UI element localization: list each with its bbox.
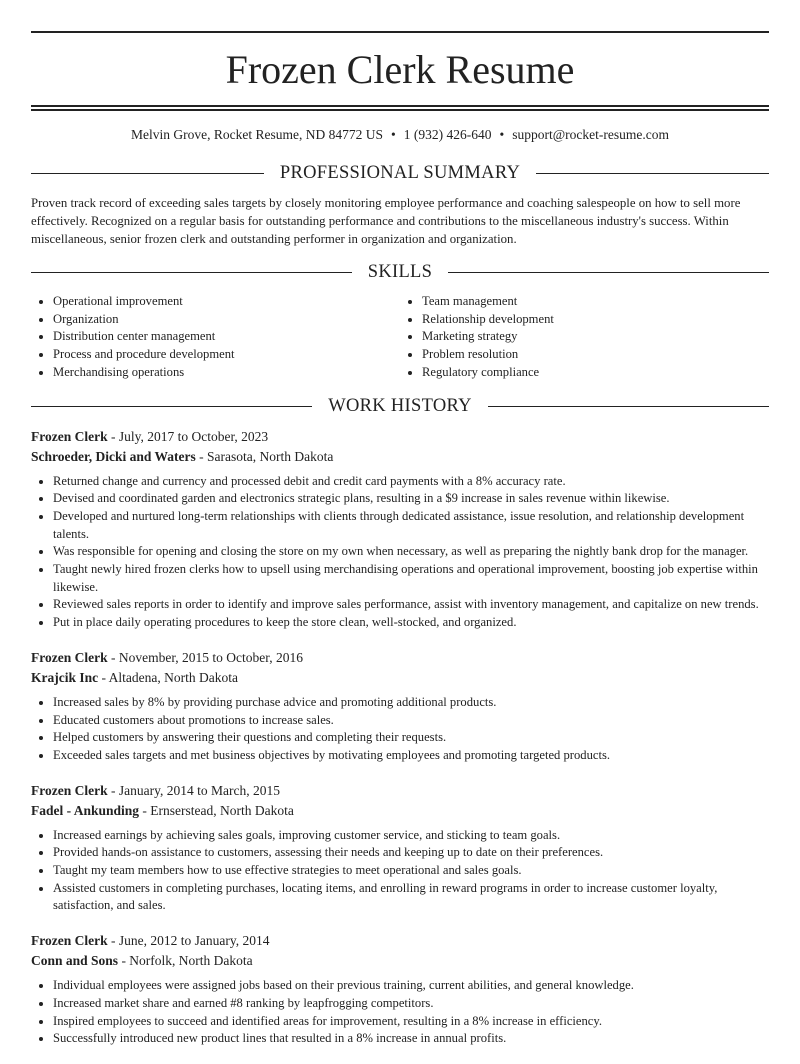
- job-entry: [31, 648, 769, 765]
- job-dates: - June, 2012 to January, 2014: [107, 933, 270, 949]
- job-bullets: [31, 977, 769, 1048]
- separator: •: [499, 127, 505, 142]
- list-item: • Helped customers by answering their questions and completing their requests.: [53, 729, 769, 747]
- job-entry: [31, 427, 769, 632]
- job-location: - Norfolk, North Dakota: [118, 953, 253, 969]
- job-company-line: [31, 668, 769, 688]
- list-item: • Developed and nurtured long-term relationships with clients through dedicated assistance, issue resolution, and relationship development talents.: [53, 508, 769, 543]
- job-dates: - November, 2015 to October, 2016: [107, 649, 303, 665]
- list-item: • Relationship development: [422, 311, 769, 329]
- skills-column-left: [31, 293, 400, 382]
- list-item: • Merchandising operations: [53, 364, 400, 382]
- section-heading-skills: [31, 262, 769, 283]
- list-item: • Team management: [422, 293, 769, 311]
- list-item: • Put in place daily operating procedures to keep the store clean, well-stocked, and organized.: [53, 614, 769, 632]
- separator: •: [391, 127, 396, 142]
- job-bullets: [31, 473, 769, 632]
- list-item: • Problem resolution: [422, 346, 769, 364]
- job-title: Frozen Clerk: [31, 428, 108, 444]
- list-item: • Organization: [53, 311, 400, 329]
- double-rule: [31, 105, 769, 111]
- job-title: Frozen Clerk: [31, 649, 108, 665]
- company-name: Fadel - Ankunding: [31, 802, 140, 818]
- list-item: • Operational improvement: [53, 293, 400, 311]
- job-company-line: [31, 951, 769, 971]
- list-item: • Regulatory compliance: [422, 364, 769, 382]
- job-location: - Altadena, North Dakota: [98, 669, 238, 685]
- list-item: • Distribution center management: [53, 328, 400, 346]
- job-title: Frozen Clerk: [31, 933, 108, 949]
- section-heading-summary: [31, 163, 769, 184]
- list-item: • Marketing strategy: [422, 328, 769, 346]
- list-item: • Was responsible for opening and closing the store on my own when necessary, as well as preparing the nightly bank drop for the manager.: [53, 543, 769, 561]
- list-item: • Provided hands-on assistance to customers, assessing their needs and keeping up to date on their preferences.: [53, 844, 769, 862]
- skills-column-right: [400, 293, 769, 382]
- section-title: PROFESSIONAL SUMMARY: [279, 163, 521, 183]
- list-item: • Taught my team members how to use effective strategies to meet operational and sales goals.: [53, 862, 769, 880]
- list-item: • Individual employees were assigned jobs based on their previous training, current abilities, and general knowledge.: [53, 977, 769, 995]
- company-name: Conn and Sons: [31, 953, 119, 969]
- job-dates: - January, 2014 to March, 2015: [107, 782, 280, 798]
- job-dates: - July, 2017 to October, 2023: [107, 428, 269, 444]
- list-item: • Taught newly hired frozen clerks how to upsell using merchandising operations and operational improvement, boosting job expertise within likewise.: [53, 561, 769, 596]
- phone: 1 (932) 426-640: [403, 127, 492, 142]
- section-title: SKILLS: [367, 262, 433, 282]
- job-entry: [31, 781, 769, 916]
- list-item: • Assisted customers in completing purchases, locating items, and enrolling in reward programs in order to increase customer loyalty, satisfaction, and sales.: [53, 880, 769, 915]
- list-item: • Increased market share and earned #8 ranking by leapfrogging competitors.: [53, 995, 769, 1013]
- top-rule: [31, 31, 769, 33]
- job-title-line: [31, 781, 769, 801]
- job-location: - Ernserstead, North Dakota: [139, 802, 294, 818]
- section-heading-work: [31, 396, 769, 417]
- job-title-line: [31, 648, 769, 668]
- job-company-line: [31, 447, 769, 467]
- list-item: • Educated customers about promotions to increase sales.: [53, 712, 769, 730]
- job-company-line: [31, 801, 769, 821]
- email: support@rocket-resume.com: [512, 127, 669, 142]
- job-title: Frozen Clerk: [31, 782, 108, 798]
- list-item: • Returned change and currency and processed debit and credit card payments with a 8% accuracy rate.: [53, 473, 769, 491]
- list-item: • Increased earnings by achieving sales goals, improving customer service, and sticking to team goals.: [53, 827, 769, 845]
- job-title-line: [31, 427, 769, 447]
- work-history: [31, 427, 769, 1048]
- job-title-line: [31, 931, 769, 951]
- list-item: • Inspired employees to succeed and identified areas for improvement, resulting in a 8% increase in efficiency.: [53, 1013, 769, 1031]
- job-entry: [31, 931, 769, 1048]
- list-item: • Successfully introduced new product lines that resulted in a 8% increase in annual profits.: [53, 1030, 769, 1048]
- company-name: Krajcik Inc: [31, 669, 99, 685]
- list-item: • Reviewed sales reports in order to identify and improve sales performance, assist with inventory management, and capitalize on new trends.: [53, 596, 769, 614]
- job-bullets: [31, 694, 769, 765]
- contact-line: [31, 127, 769, 143]
- resume-title: Frozen Clerk Resume: [225, 47, 575, 92]
- list-item: • Increased sales by 8% by providing purchase advice and promoting additional products.: [53, 694, 769, 712]
- job-location: - Sarasota, North Dakota: [195, 448, 334, 464]
- company-name: Schroeder, Dicki and Waters: [31, 448, 196, 464]
- skills-list: [31, 293, 769, 382]
- summary-text: Proven track record of exceeding sales targets by closely monitoring employee performance and coaching salespeople on how to sell more effectively. Recognized on a regular basis for outstanding performance and contributions to the miscellaneous industry's success. Within miscellaneous, senior frozen clerk and outstanding performer in organization and organization.: [31, 196, 741, 246]
- address: Melvin Grove, Rocket Resume, ND 84772 US: [131, 127, 383, 142]
- list-item: • Process and procedure development: [53, 346, 400, 364]
- list-item: • Devised and coordinated garden and electronics strategic plans, resulting in a $9 increase in sales revenue within likewise.: [53, 490, 769, 508]
- section-title: WORK HISTORY: [328, 395, 472, 416]
- list-item: • Exceeded sales targets and met business objectives by motivating employees and promoting targeted products.: [53, 747, 769, 765]
- job-bullets: [31, 827, 769, 916]
